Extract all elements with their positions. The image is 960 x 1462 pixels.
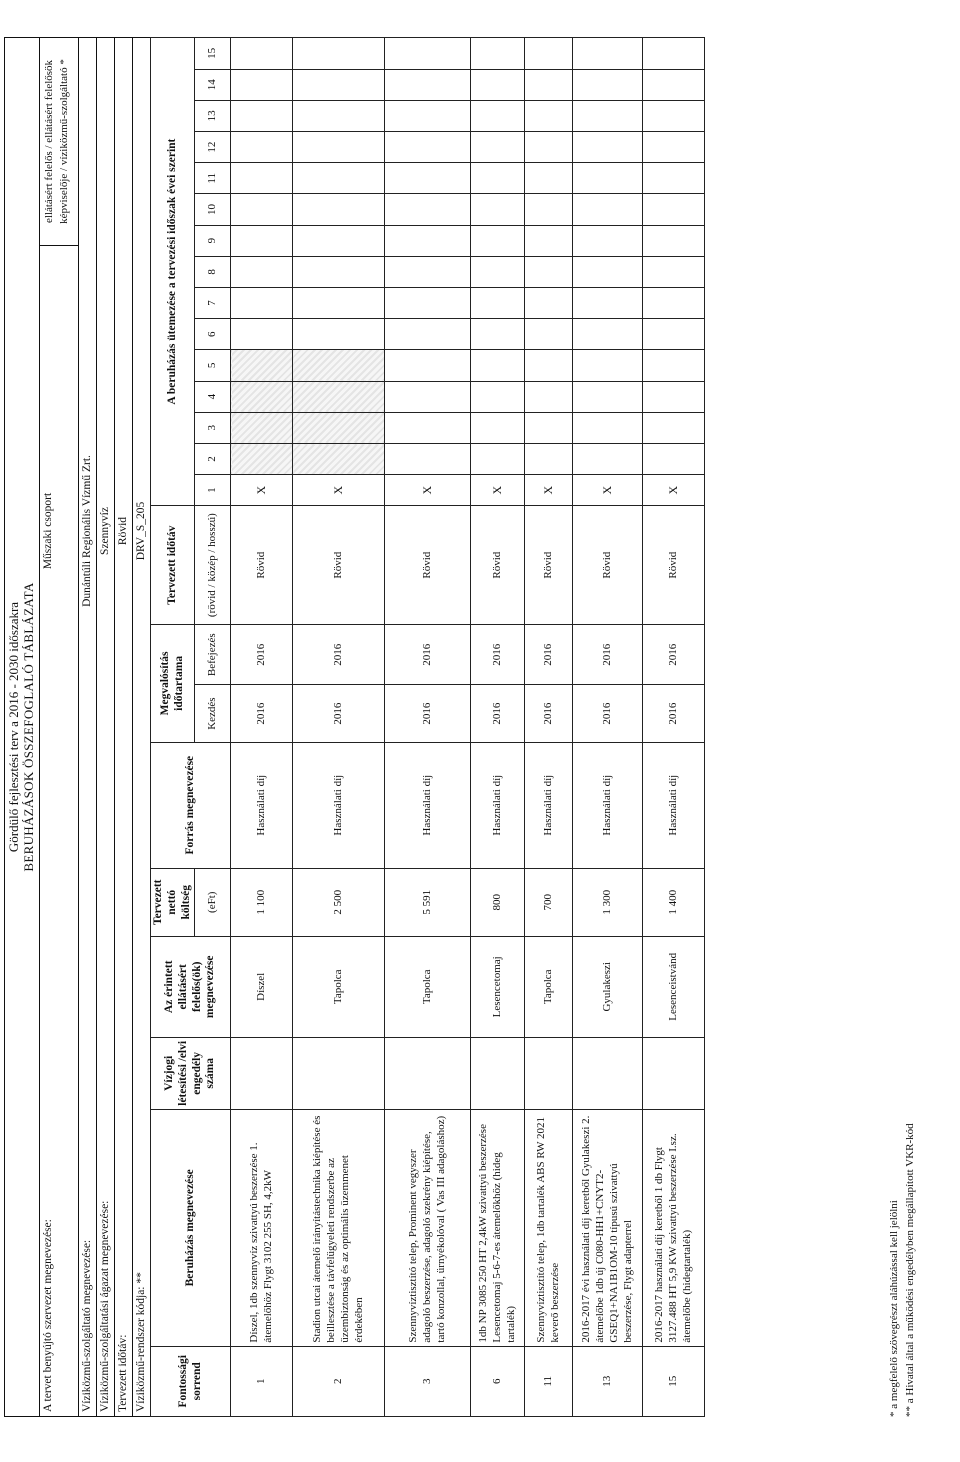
- horizon-cell: Rövid: [573, 506, 643, 625]
- meta-label: Víziközmű-szolgáltatási ágazat megnevezése:: [99, 1200, 111, 1412]
- schedule-year-cell: [231, 287, 293, 318]
- source-cell: Használati díj: [471, 742, 525, 868]
- schedule-year-cell: [643, 69, 705, 100]
- schedule-year-cell: [525, 194, 573, 225]
- schedule-year-cell: [293, 412, 385, 443]
- schedule-year-cell: [643, 412, 705, 443]
- start-cell: 2016: [525, 685, 573, 742]
- schedule-year-cell: [231, 132, 293, 163]
- horizon-cell: Rövid: [385, 506, 471, 625]
- schedule-year-cell: [643, 443, 705, 474]
- schedule-year-cell: [293, 225, 385, 256]
- schedule-year-cell: [293, 381, 385, 412]
- schedule-year-cell: [573, 319, 643, 350]
- schedule-mark-cell: X: [643, 475, 705, 506]
- investments-table: [150, 37, 705, 1417]
- schedule-year-cell: [643, 225, 705, 256]
- meta-label: Tervezett időtáv:: [117, 1334, 129, 1412]
- permit-cell: [231, 1037, 293, 1109]
- responsible-cell: Tapolca: [525, 936, 573, 1037]
- schedule-year-cell: [643, 38, 705, 70]
- schedule-year-cell: [573, 350, 643, 381]
- permit-cell: [525, 1037, 573, 1109]
- schedule-year-cell: [573, 381, 643, 412]
- end-cell: 2016: [471, 625, 525, 685]
- header-row-1: [151, 38, 195, 1417]
- meta-value: Rövid: [117, 516, 129, 546]
- schedule-year-cell: [385, 100, 471, 131]
- start-cell: 2016: [385, 685, 471, 742]
- schedule-year-cell: [385, 381, 471, 412]
- header-cost-unit: (eFt): [195, 868, 231, 936]
- schedule-year-cell: [385, 69, 471, 100]
- schedule-year-cell: [293, 350, 385, 381]
- schedule-year-cell: [231, 319, 293, 350]
- source-cell: Használati díj: [525, 742, 573, 868]
- table-row: [385, 38, 471, 1417]
- header-year: 14: [195, 69, 231, 100]
- schedule-year-cell: [573, 225, 643, 256]
- priority-cell: 13: [573, 1346, 643, 1416]
- schedule-year-cell: [471, 381, 525, 412]
- schedule-year-cell: [231, 443, 293, 474]
- responsible-cell: Tapolca: [293, 936, 385, 1037]
- schedule-mark-cell: X: [471, 475, 525, 506]
- schedule-year-cell: [471, 287, 525, 318]
- schedule-year-cell: [471, 443, 525, 474]
- meta-value: DRV_S_205: [135, 501, 147, 561]
- schedule-year-cell: [471, 256, 525, 287]
- start-cell: 2016: [471, 685, 525, 742]
- schedule-year-cell: [293, 256, 385, 287]
- source-cell: Használati díj: [385, 742, 471, 868]
- horizon-cell: Rövid: [471, 506, 525, 625]
- schedule-year-cell: [385, 132, 471, 163]
- schedule-year-cell: [293, 69, 385, 100]
- schedule-year-cell: [471, 163, 525, 194]
- schedule-year-cell: [573, 100, 643, 131]
- schedule-year-cell: [573, 132, 643, 163]
- schedule-year-cell: [231, 225, 293, 256]
- schedule-year-cell: [643, 132, 705, 163]
- header-cost: Tervezett nettó költség: [151, 868, 195, 936]
- meta-row-horizon: [114, 38, 132, 1416]
- schedule-year-cell: [573, 38, 643, 70]
- start-cell: 2016: [231, 685, 293, 742]
- cost-cell: 2 500: [293, 868, 385, 936]
- schedule-year-cell: [293, 163, 385, 194]
- source-cell: Használati díj: [231, 742, 293, 868]
- priority-cell: 6: [471, 1346, 525, 1416]
- meta-label: Víziközmű-rendszer kódja: **: [135, 1272, 147, 1412]
- cost-cell: 1 400: [643, 868, 705, 936]
- header-horizon-sub: (rövid / közép / hosszú): [195, 506, 231, 625]
- header-investment: Beruházás megnevezése: [151, 1110, 231, 1347]
- meta-value: Dunántúli Regionális Vízmű Zrt.: [81, 455, 93, 607]
- header-source: Forrás megnevezése: [151, 742, 231, 868]
- cost-cell: 5 591: [385, 868, 471, 936]
- schedule-year-cell: [643, 100, 705, 131]
- responsible-cell: Díszel: [231, 936, 293, 1037]
- meta-label: Víziközmű-szolgáltató megnevezése:: [81, 1239, 93, 1412]
- schedule-year-cell: [643, 287, 705, 318]
- header-year: 4: [195, 381, 231, 412]
- header-priority: Fontossági sorrend: [151, 1346, 231, 1416]
- header-period: Megvalósítás időtartama: [151, 625, 195, 743]
- schedule-year-cell: [231, 412, 293, 443]
- source-cell: Használati díj: [573, 742, 643, 868]
- schedule-year-cell: [231, 100, 293, 131]
- schedule-mark-cell: X: [573, 475, 643, 506]
- table-row: [525, 38, 573, 1417]
- end-cell: 2016: [231, 625, 293, 685]
- header-year: 6: [195, 319, 231, 350]
- header-year: 11: [195, 163, 231, 194]
- schedule-year-cell: [471, 194, 525, 225]
- investment-cell: Szennyvíztisztító telep, 1db tartalék ABS RW 2021 keverő beszerzése: [525, 1110, 573, 1347]
- schedule-year-cell: [643, 350, 705, 381]
- schedule-year-cell: [385, 287, 471, 318]
- schedule-year-cell: [525, 100, 573, 131]
- schedule-year-cell: [525, 443, 573, 474]
- schedule-year-cell: [385, 319, 471, 350]
- table-row: [471, 38, 525, 1417]
- priority-cell: 2: [293, 1346, 385, 1416]
- investment-cell: Szennyvíztisztító telep, Prominent vegyszer adagoló beszerzése, adagoló szekrény kiépítése, tartó konzollal, ürnyékolóval ( Vas III adagoláshoz): [385, 1110, 471, 1347]
- schedule-year-cell: [471, 350, 525, 381]
- schedule-year-cell: [385, 350, 471, 381]
- end-cell: 2016: [573, 625, 643, 685]
- header-year: 15: [195, 38, 231, 70]
- schedule-mark-cell: X: [385, 475, 471, 506]
- cost-cell: 1 300: [573, 868, 643, 936]
- cost-cell: 1 100: [231, 868, 293, 936]
- schedule-year-cell: [231, 381, 293, 412]
- schedule-year-cell: [573, 194, 643, 225]
- schedule-year-cell: [643, 194, 705, 225]
- schedule-year-cell: [525, 163, 573, 194]
- schedule-year-cell: [643, 319, 705, 350]
- schedule-year-cell: [293, 443, 385, 474]
- investment-cell: Stadion utcai átemelő irányítástechnika kiépítése és beillesztése a távfelügyeleti rendszerbe az üzembiztonság és az optimális üzemmenet érdekében: [293, 1110, 385, 1347]
- schedule-year-cell: [573, 287, 643, 318]
- investment-cell: Díszel, 1db szennyvíz szivattyú beszerzése 1. átemelőhöz Flygt 3102 255 SH, 4,2kW: [231, 1110, 293, 1347]
- table-row: [573, 38, 643, 1417]
- permit-cell: [643, 1037, 705, 1109]
- header-year: 8: [195, 256, 231, 287]
- header-year: 3: [195, 412, 231, 443]
- schedule-year-cell: [471, 69, 525, 100]
- schedule-year-cell: [471, 38, 525, 70]
- document-header: [4, 37, 151, 1417]
- start-cell: 2016: [573, 685, 643, 742]
- schedule-mark-cell: X: [293, 475, 385, 506]
- schedule-year-cell: [293, 132, 385, 163]
- schedule-year-cell: [471, 225, 525, 256]
- schedule-year-cell: [573, 412, 643, 443]
- header-start: Kezdés: [195, 685, 231, 742]
- header-responsible: Az érintett ellátásért felelős(ök) megnevezése: [151, 936, 231, 1037]
- header-year: 7: [195, 287, 231, 318]
- priority-cell: 11: [525, 1346, 573, 1416]
- schedule-year-cell: [525, 38, 573, 70]
- schedule-year-cell: [573, 69, 643, 100]
- document-subtitle: BERUHÁZÁSOK ÖSSZEFOGLALÓ TÁBLÁZATA: [21, 582, 36, 872]
- header-year: 12: [195, 132, 231, 163]
- horizon-cell: Rövid: [293, 506, 385, 625]
- cost-cell: 800: [471, 868, 525, 936]
- horizon-cell: Rövid: [525, 506, 573, 625]
- schedule-year-cell: [293, 100, 385, 131]
- header-year: 2: [195, 443, 231, 474]
- schedule-year-cell: [525, 256, 573, 287]
- permit-cell: [385, 1037, 471, 1109]
- priority-cell: 1: [231, 1346, 293, 1416]
- footnote-1: * a megfelelő szövegrészt aláhúzással kell jelölni: [888, 1200, 900, 1417]
- investment-cell: 2016-2017 évi használati díj keretből Gyulakeszi 2. átemelőbe 1db új C080-HH1+CNYT2-GSEQ1+NA1B1OM-10 típusú szivattyú beszerzése, Flygt adapterrel: [573, 1110, 643, 1347]
- header-year: 9: [195, 225, 231, 256]
- schedule-year-cell: [573, 256, 643, 287]
- document-title: Gördülő fejlesztési terv a 2016 - 2030 időszakra: [6, 601, 21, 853]
- permit-cell: [573, 1037, 643, 1109]
- schedule-year-cell: [231, 69, 293, 100]
- schedule-year-cell: [525, 69, 573, 100]
- investment-cell: 2016-2017 használati díj keretből 1 db Flygt 3127.488 HT 5,9 KW szivattyú beszerzése I.sz. átemelőbe (hidegtartalék): [643, 1110, 705, 1347]
- meta-extra: ellátásért felelős / ellátásért felelősök képviselője / víziközmű-szolgáltató *: [40, 38, 78, 246]
- schedule-year-cell: [293, 287, 385, 318]
- schedule-year-cell: [231, 163, 293, 194]
- schedule-year-cell: [231, 194, 293, 225]
- schedule-year-cell: [385, 412, 471, 443]
- schedule-year-cell: [231, 256, 293, 287]
- schedule-year-cell: [471, 412, 525, 443]
- priority-cell: 15: [643, 1346, 705, 1416]
- schedule-year-cell: [525, 287, 573, 318]
- permit-cell: [471, 1037, 525, 1109]
- schedule-year-cell: [525, 132, 573, 163]
- header-year: 13: [195, 100, 231, 131]
- schedule-year-cell: [643, 256, 705, 287]
- table-row: [231, 38, 293, 1417]
- meta-row-submitter: [40, 38, 78, 1416]
- responsible-cell: Gyulakeszi: [573, 936, 643, 1037]
- schedule-year-cell: [525, 350, 573, 381]
- responsible-cell: Lesencetomaj: [471, 936, 525, 1037]
- end-cell: 2016: [385, 625, 471, 685]
- schedule-year-cell: [385, 443, 471, 474]
- header-end: Befejezés: [195, 625, 231, 685]
- schedule-year-cell: [643, 381, 705, 412]
- schedule-year-cell: [293, 319, 385, 350]
- source-cell: Használati díj: [293, 742, 385, 868]
- end-cell: 2016: [525, 625, 573, 685]
- responsible-cell: Tapolca: [385, 936, 471, 1037]
- schedule-year-cell: [231, 350, 293, 381]
- schedule-year-cell: [573, 163, 643, 194]
- schedule-year-cell: [525, 412, 573, 443]
- schedule-year-cell: [573, 443, 643, 474]
- schedule-year-cell: [385, 38, 471, 70]
- horizon-cell: Rövid: [231, 506, 293, 625]
- header-year: 5: [195, 350, 231, 381]
- schedule-mark-cell: X: [231, 475, 293, 506]
- meta-row-sector: [96, 38, 114, 1416]
- meta-row-provider: [78, 38, 96, 1416]
- schedule-mark-cell: X: [525, 475, 573, 506]
- investment-cell: 1db NP 3085 250 HT 2,4kW szivattyú beszerzése Lesencetomaj 5-6-7-es átemelőkhöz (hideg tartalék): [471, 1110, 525, 1347]
- start-cell: 2016: [293, 685, 385, 742]
- schedule-year-cell: [231, 38, 293, 70]
- header-schedule: A beruházás ütemezése a tervezési időszak évei szerint: [151, 38, 195, 506]
- schedule-year-cell: [293, 194, 385, 225]
- start-cell: 2016: [643, 685, 705, 742]
- end-cell: 2016: [643, 625, 705, 685]
- footnote-2: ** a Hivatal által a működési engedélyben megállapított VKR-kód: [904, 1123, 916, 1417]
- cost-cell: 700: [525, 868, 573, 936]
- schedule-year-cell: [385, 163, 471, 194]
- schedule-year-cell: [525, 225, 573, 256]
- schedule-year-cell: [471, 132, 525, 163]
- responsible-cell: Lesenceistvánd: [643, 936, 705, 1037]
- schedule-year-cell: [643, 163, 705, 194]
- horizon-cell: Rövid: [643, 506, 705, 625]
- header-horizon: Tervezett időtáv: [151, 506, 195, 625]
- meta-label: A tervet benyújtó szervezet megnevezése:: [42, 1219, 54, 1412]
- schedule-year-cell: [385, 194, 471, 225]
- meta-value: Műszaki csoport: [42, 492, 54, 570]
- title-block: [4, 37, 39, 1417]
- schedule-year-cell: [525, 381, 573, 412]
- header-year: 10: [195, 194, 231, 225]
- priority-cell: 3: [385, 1346, 471, 1416]
- schedule-year-cell: [525, 319, 573, 350]
- end-cell: 2016: [293, 625, 385, 685]
- meta-row-system-code: [132, 38, 150, 1416]
- table-row: [293, 38, 385, 1417]
- header-permit: Vízjogi létesítési /elvi engedély száma: [151, 1037, 231, 1109]
- schedule-year-cell: [293, 38, 385, 70]
- schedule-year-cell: [471, 100, 525, 131]
- schedule-year-cell: [385, 256, 471, 287]
- schedule-year-cell: [385, 225, 471, 256]
- header-year: 1: [195, 475, 231, 506]
- permit-cell: [293, 1037, 385, 1109]
- schedule-year-cell: [471, 319, 525, 350]
- meta-value: Szennyvíz: [99, 507, 111, 555]
- table-row: [643, 38, 705, 1417]
- source-cell: Használati díj: [643, 742, 705, 868]
- table-body: [231, 38, 705, 1417]
- meta-table: [39, 37, 151, 1417]
